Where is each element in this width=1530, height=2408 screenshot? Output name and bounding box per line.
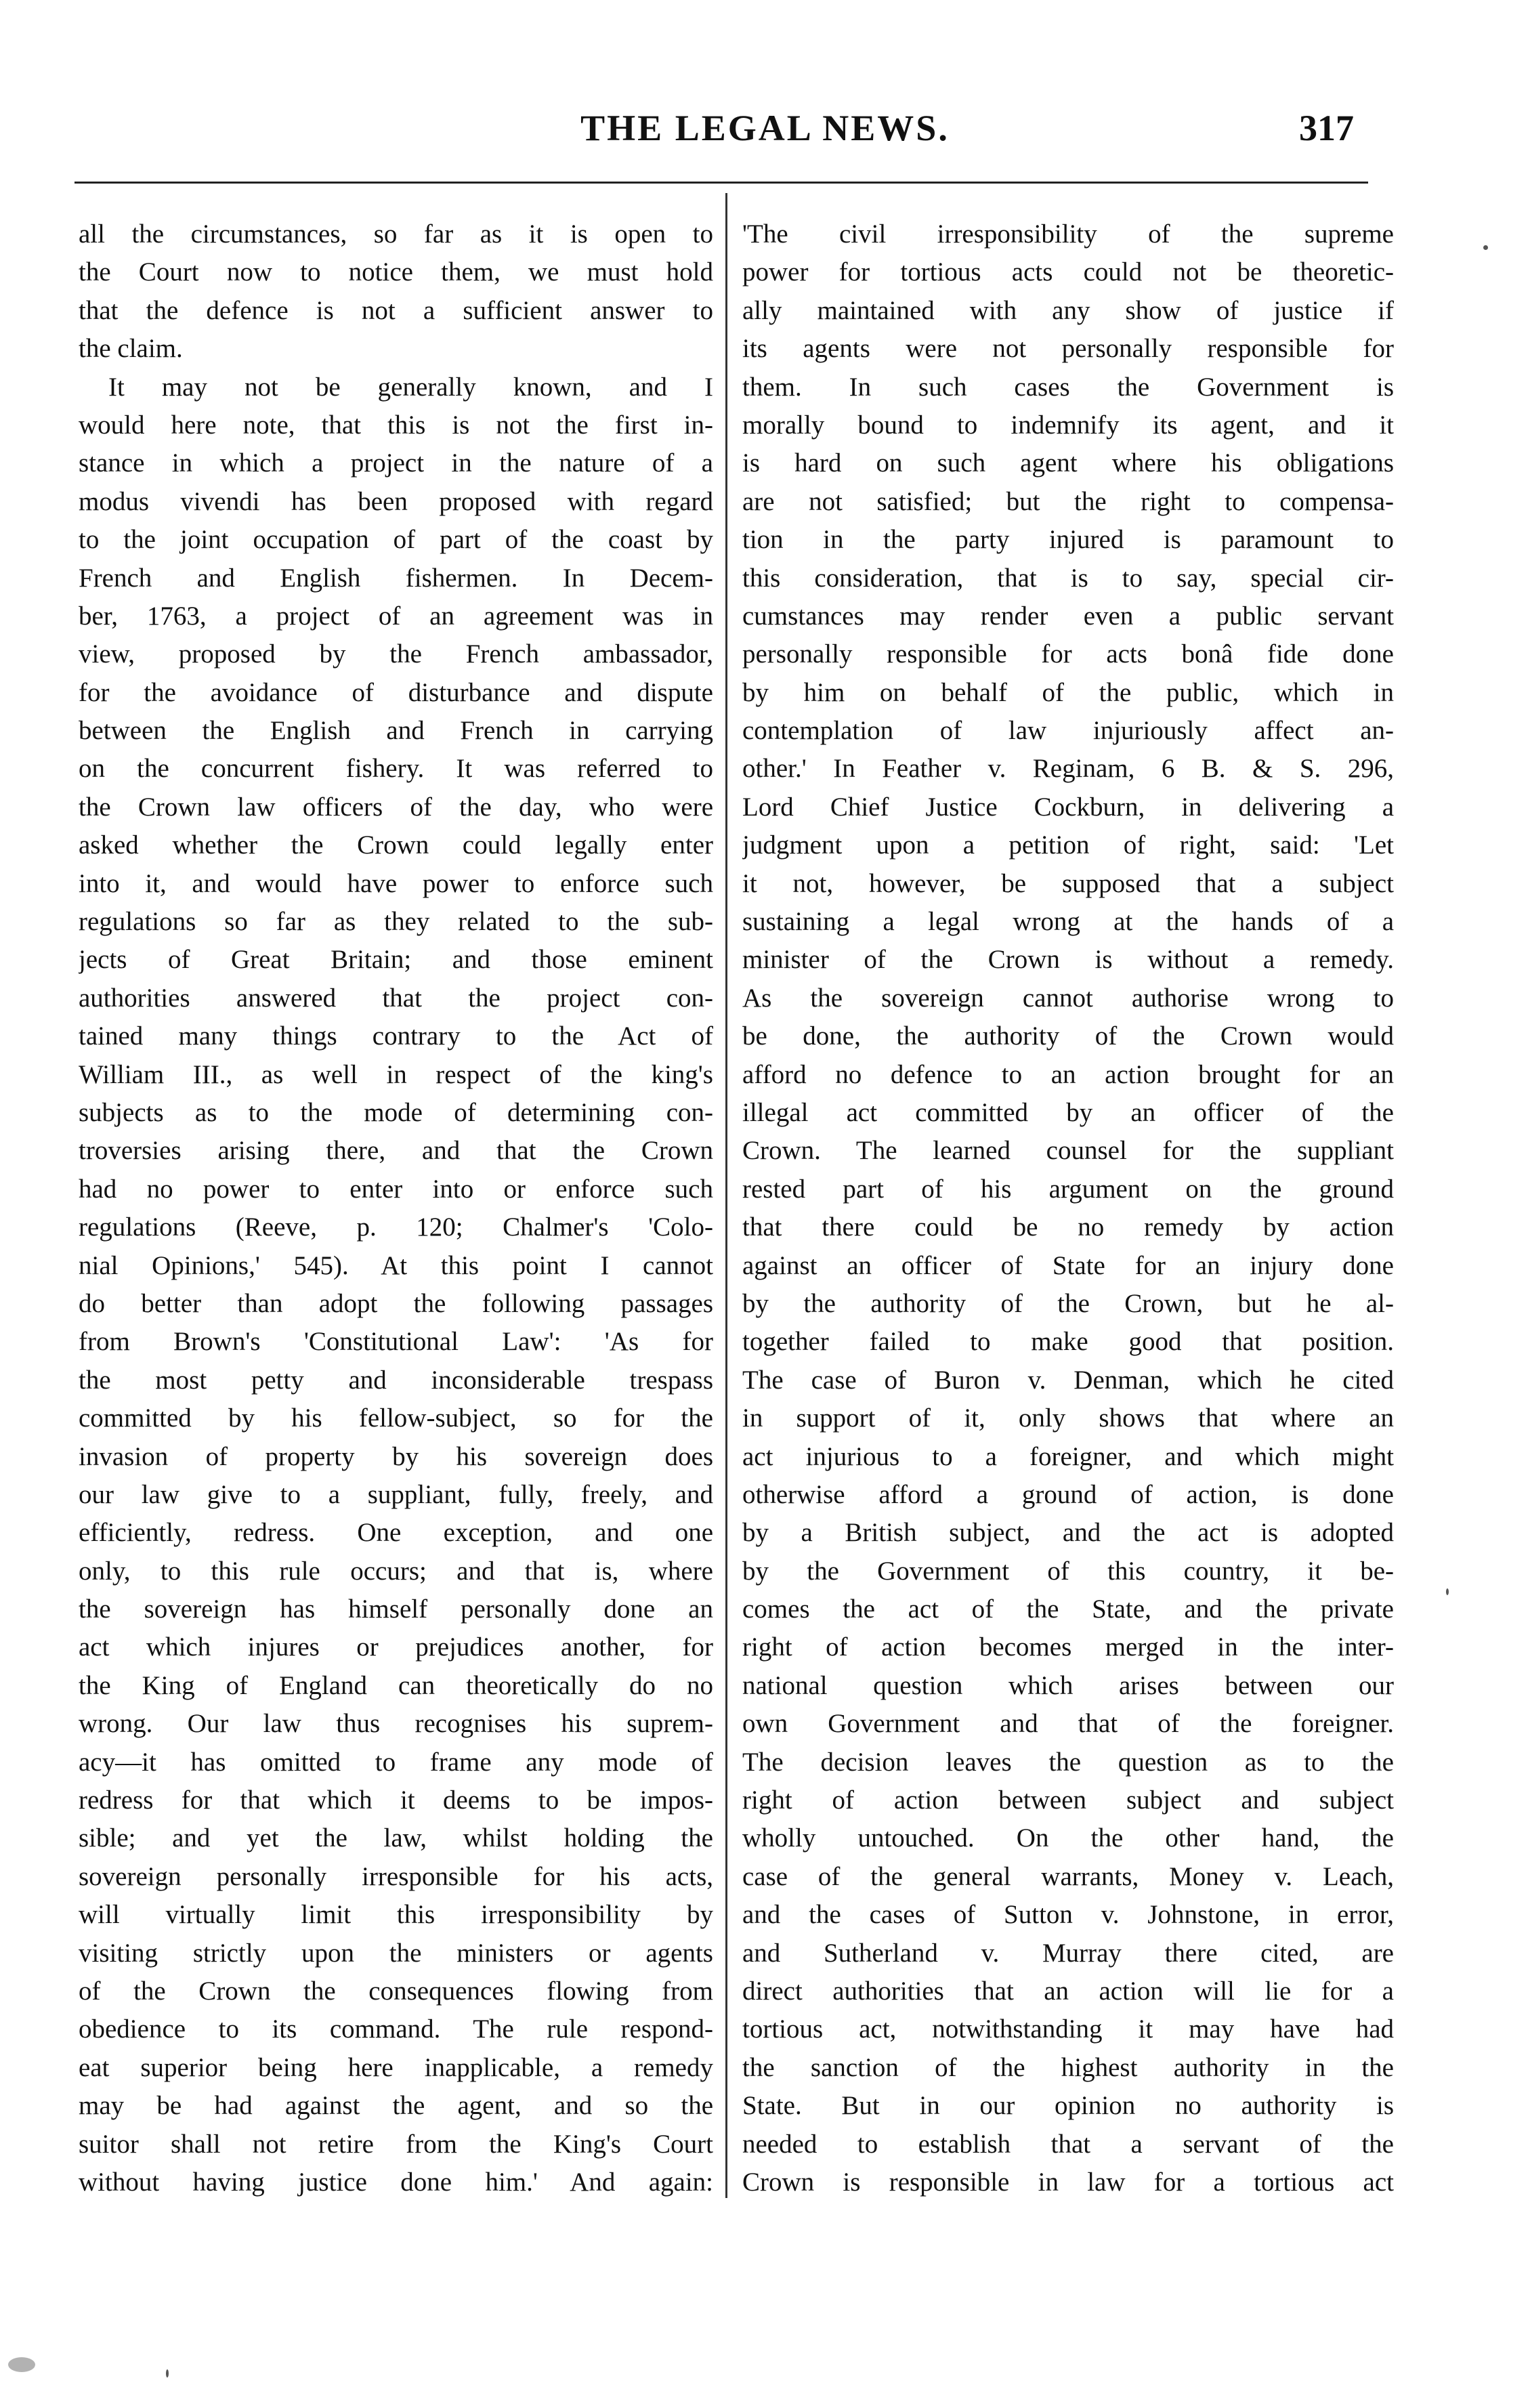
- text-line: our law give to a suppliant, fully, freely, and: [79, 1479, 713, 1509]
- scan-speck: [1483, 245, 1488, 250]
- text-line: from Brown's 'Constitutional Law': 'As for: [79, 1327, 713, 1357]
- page-number: 317: [1299, 108, 1354, 148]
- text-line: acy—it has omitted to frame any mode of: [79, 1747, 713, 1777]
- text-line: it not, however, be supposed that a subject: [742, 868, 1394, 898]
- text-line: authorities answered that the project con-: [79, 983, 713, 1013]
- text-line: William III., as well in respect of the king's: [79, 1059, 713, 1089]
- text-line: against an officer of State for an injury done: [742, 1250, 1394, 1280]
- text-line: together failed to make good that position.: [742, 1327, 1394, 1357]
- text-line: to the joint occupation of part of the coast by: [79, 525, 713, 555]
- text-line: right of action between subject and subject: [742, 1786, 1394, 1815]
- text-line: wrong. Our law thus recognises his suprem-: [79, 1709, 713, 1739]
- text-line: personally responsible for acts bonâ fide done: [742, 639, 1394, 669]
- text-line: nial Opinions,' 545). At this point I cannot: [79, 1250, 713, 1280]
- text-line: 'The civil irresponsibility of the supreme: [742, 219, 1394, 249]
- text-line: only, to this rule occurs; and that is, where: [79, 1556, 713, 1586]
- text-line: As the sovereign cannot authorise wrong to: [742, 983, 1394, 1013]
- text-line: regulations so far as they related to the sub-: [79, 907, 713, 937]
- text-line: The decision leaves the question as to the: [742, 1747, 1394, 1777]
- text-line: subjects as to the mode of determining con-: [79, 1097, 713, 1127]
- text-line: the sanction of the highest authority in the: [742, 2052, 1394, 2082]
- text-line: asked whether the Crown could legally enter: [79, 830, 713, 860]
- text-line: the claim.: [79, 334, 183, 364]
- text-line: redress for that which it deems to be impos-: [79, 1786, 713, 1815]
- text-line: act which injures or prejudices another, for: [79, 1632, 713, 1662]
- text-line: be done, the authority of the Crown would: [742, 1021, 1394, 1051]
- text-line: illegal act committed by an officer of the: [742, 1097, 1394, 1127]
- text-line: tortious act, notwithstanding it may have had: [742, 2014, 1394, 2044]
- page-header: [0, 0, 1530, 184]
- text-line: without having justice done him.' And again:: [79, 2167, 713, 2197]
- text-line: tion in the party injured is paramount to: [742, 525, 1394, 555]
- text-line: power for tortious acts could not be theoretic-: [742, 257, 1394, 287]
- text-line: suitor shall not retire from the King's Court: [79, 2129, 713, 2159]
- text-line: morally bound to indemnify its agent, and it: [742, 410, 1394, 440]
- text-line: regulations (Reeve, p. 120; Chalmer's 'Colo-: [79, 1212, 713, 1242]
- text-line: judgment upon a petition of right, said: 'Let: [742, 830, 1394, 860]
- text-line: sible; and yet the law, whilst holding the: [79, 1823, 713, 1853]
- text-line: eat superior being here inapplicable, a remedy: [79, 2052, 713, 2082]
- text-line: in support of it, only shows that where an: [742, 1403, 1394, 1433]
- text-line: may be had against the agent, and so the: [79, 2091, 713, 2121]
- text-line: cumstances may render even a public servant: [742, 601, 1394, 631]
- text-line: by the Government of this country, it be-: [742, 1556, 1394, 1586]
- text-line: efficiently, redress. One exception, and one: [79, 1518, 713, 1548]
- text-line: Crown. The learned counsel for the suppliant: [742, 1136, 1394, 1166]
- text-line: for the avoidance of disturbance and dispute: [79, 677, 713, 707]
- text-line: act injurious to a foreigner, and which might: [742, 1441, 1394, 1471]
- text-line: Lord Chief Justice Cockburn, in delivering a: [742, 792, 1394, 822]
- right-column: [742, 215, 1394, 2201]
- text-line: ally maintained with any show of justice if: [742, 295, 1394, 325]
- text-line: sustaining a legal wrong at the hands of a: [742, 907, 1394, 937]
- text-line: by a British subject, and the act is adopted: [742, 1518, 1394, 1548]
- text-line: French and English fishermen. In Decem-: [79, 563, 713, 593]
- text-line: case of the general warrants, Money v. Leach,: [742, 1861, 1394, 1891]
- text-line: The case of Buron v. Denman, which he cited: [742, 1365, 1394, 1395]
- text-line: will virtually limit this irresponsibility by: [79, 1900, 713, 1930]
- text-line: Crown is responsible in law for a tortious act: [742, 2167, 1394, 2197]
- text-line: visiting strictly upon the ministers or agents: [79, 1938, 713, 1968]
- text-line: is hard on such agent where his obligations: [742, 448, 1394, 478]
- text-line: direct authorities that an action will lie for a: [742, 1976, 1394, 2006]
- text-line: troversies arising there, and that the Crown: [79, 1136, 713, 1166]
- scan-speck: [1446, 1588, 1449, 1595]
- text-line: minister of the Crown is without a remedy.: [742, 945, 1394, 975]
- text-line: tained many things contrary to the Act of: [79, 1021, 713, 1051]
- text-line: the Court now to notice them, we must hold: [79, 257, 713, 287]
- text-line: of the Crown the consequences flowing from: [79, 1976, 713, 2006]
- text-line: all the circumstances, so far as it is open to: [79, 219, 713, 249]
- text-line: It may not be generally known, and I: [108, 372, 713, 402]
- text-line: and the cases of Sutton v. Johnstone, in error,: [742, 1900, 1394, 1930]
- text-line: its agents were not personally responsible for: [742, 334, 1394, 364]
- text-line: afford no defence to an action brought for an: [742, 1059, 1394, 1089]
- text-line: stance in which a project in the nature of a: [79, 448, 713, 478]
- text-line: by him on behalf of the public, which in: [742, 677, 1394, 707]
- text-line: right of action becomes merged in the inter-: [742, 1632, 1394, 1662]
- text-line: State. But in our opinion no authority is: [742, 2091, 1394, 2121]
- text-line: rested part of his argument on the ground: [742, 1174, 1394, 1204]
- text-line: invasion of property by his sovereign does: [79, 1441, 713, 1471]
- text-line: them. In such cases the Government is: [742, 372, 1394, 402]
- text-line: needed to establish that a servant of the: [742, 2129, 1394, 2159]
- text-line: sovereign personally irresponsible for his acts,: [79, 1861, 713, 1891]
- text-line: the King of England can theoretically do no: [79, 1670, 713, 1700]
- text-line: and Sutherland v. Murray there cited, are: [742, 1938, 1394, 1968]
- text-line: that the defence is not a sufficient answer to: [79, 295, 713, 325]
- text-line: had no power to enter into or enforce such: [79, 1174, 713, 1204]
- text-line: otherwise afford a ground of action, is done: [742, 1479, 1394, 1509]
- text-line: on the concurrent fishery. It was referred to: [79, 754, 713, 784]
- column-divider: [725, 193, 727, 2198]
- text-line: modus vivendi has been proposed with regard: [79, 486, 713, 516]
- text-line: ber, 1763, a project of an agreement was in: [79, 601, 713, 631]
- text-line: comes the act of the State, and the private: [742, 1594, 1394, 1624]
- text-line: are not satisfied; but the right to compensa-: [742, 486, 1394, 516]
- text-line: between the English and French in carrying: [79, 716, 713, 746]
- text-line: do better than adopt the following passages: [79, 1288, 713, 1318]
- text-line: wholly untouched. On the other hand, the: [742, 1823, 1394, 1853]
- text-line: obedience to its command. The rule respond-: [79, 2014, 713, 2044]
- scan-speck: [166, 2369, 169, 2378]
- scan-speck: [8, 2357, 35, 2372]
- text-line: own Government and that of the foreigner.: [742, 1709, 1394, 1739]
- text-line: contemplation of law injuriously affect an-: [742, 716, 1394, 746]
- text-line: the most petty and inconsiderable trespass: [79, 1365, 713, 1395]
- text-line: national question which arises between our: [742, 1670, 1394, 1700]
- text-line: the Crown law officers of the day, who were: [79, 792, 713, 822]
- text-line: committed by his fellow-subject, so for the: [79, 1403, 713, 1433]
- text-line: that there could be no remedy by action: [742, 1212, 1394, 1242]
- text-line: jects of Great Britain; and those eminent: [79, 945, 713, 975]
- text-line: view, proposed by the French ambassador,: [79, 639, 713, 669]
- left-column: [79, 215, 713, 2201]
- header-rule: [75, 182, 1368, 184]
- text-line: by the authority of the Crown, but he al-: [742, 1288, 1394, 1318]
- text-line: would here note, that this is not the first in-: [79, 410, 713, 440]
- text-line: the sovereign has himself personally done an: [79, 1594, 713, 1624]
- text-line: this consideration, that is to say, special cir-: [742, 563, 1394, 593]
- text-line: into it, and would have power to enforce such: [79, 868, 713, 898]
- text-line: other.' In Feather v. Reginam, 6 B. & S. 296,: [742, 754, 1394, 784]
- running-title: THE LEGAL NEWS.: [580, 108, 950, 148]
